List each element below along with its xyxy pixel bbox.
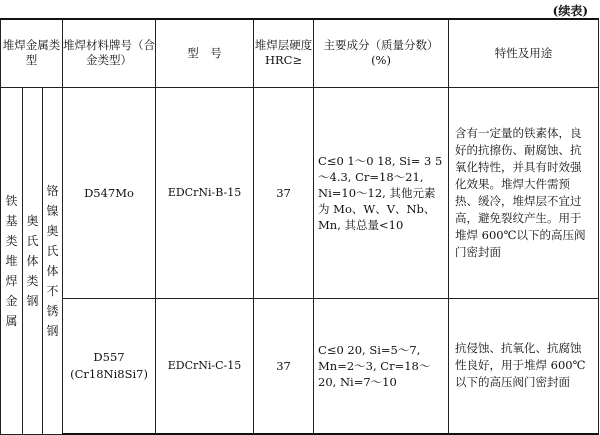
header-composition: 主要成分（质量分数）(%) bbox=[314, 19, 449, 87]
category-level1: 铁基类堆焊金属 bbox=[5, 193, 18, 328]
model-cell: EDCrNi-C-15 bbox=[156, 298, 254, 434]
composition-cell: C≤0 20, Si=5～7, Mn=2～3, Cr=18～20, Ni=7～10 bbox=[314, 298, 449, 434]
header-model: 型 号 bbox=[156, 19, 254, 87]
features-cell: 抗侵蚀、抗氧化、抗腐蚀性良好，用于堆焊 600℃以下的高压阀门密封面 bbox=[449, 298, 599, 434]
hardness-cell: 37 bbox=[254, 87, 314, 298]
surfacing-metal-table bbox=[0, 18, 599, 435]
brand-cell: D557 (Cr18Ni8Si7) bbox=[63, 298, 156, 434]
table-row bbox=[1, 87, 599, 298]
header-category: 堆焊金属类型 bbox=[1, 19, 63, 87]
header-brand: 堆焊材料牌号（合金类型） bbox=[63, 19, 156, 87]
continued-label: (续表) bbox=[552, 4, 588, 18]
table-row bbox=[1, 298, 599, 434]
header-features: 特性及用途 bbox=[449, 19, 599, 87]
composition-cell: C≤0 1～0 18, Si= 3 5～4.3, Cr=18～21, Ni=10～12, 其他元素为 Mo、W、V、Nb、Mn, 其总量<10 bbox=[314, 87, 449, 298]
header-hardness: 堆焊层硬度HRC≥ bbox=[254, 19, 314, 87]
model-cell: EDCrNi-B-15 bbox=[156, 87, 254, 298]
hardness-cell: 37 bbox=[254, 298, 314, 434]
features-cell: 含有一定量的铁素体，良好的抗擦伤、耐腐蚀、抗氧化特性，并具有时效强化效果。堆焊大件需预热、缓冷，堆焊层不宜过高，避免裂纹产生。用于堆焊 600℃以下的高压阀门密封面 bbox=[449, 87, 599, 298]
brand-cell: D547Mo bbox=[63, 87, 156, 298]
category-level2: 奥氏体类钢 bbox=[26, 213, 39, 308]
category-level3: 铬镍奥氏体不锈钢 bbox=[46, 183, 59, 338]
